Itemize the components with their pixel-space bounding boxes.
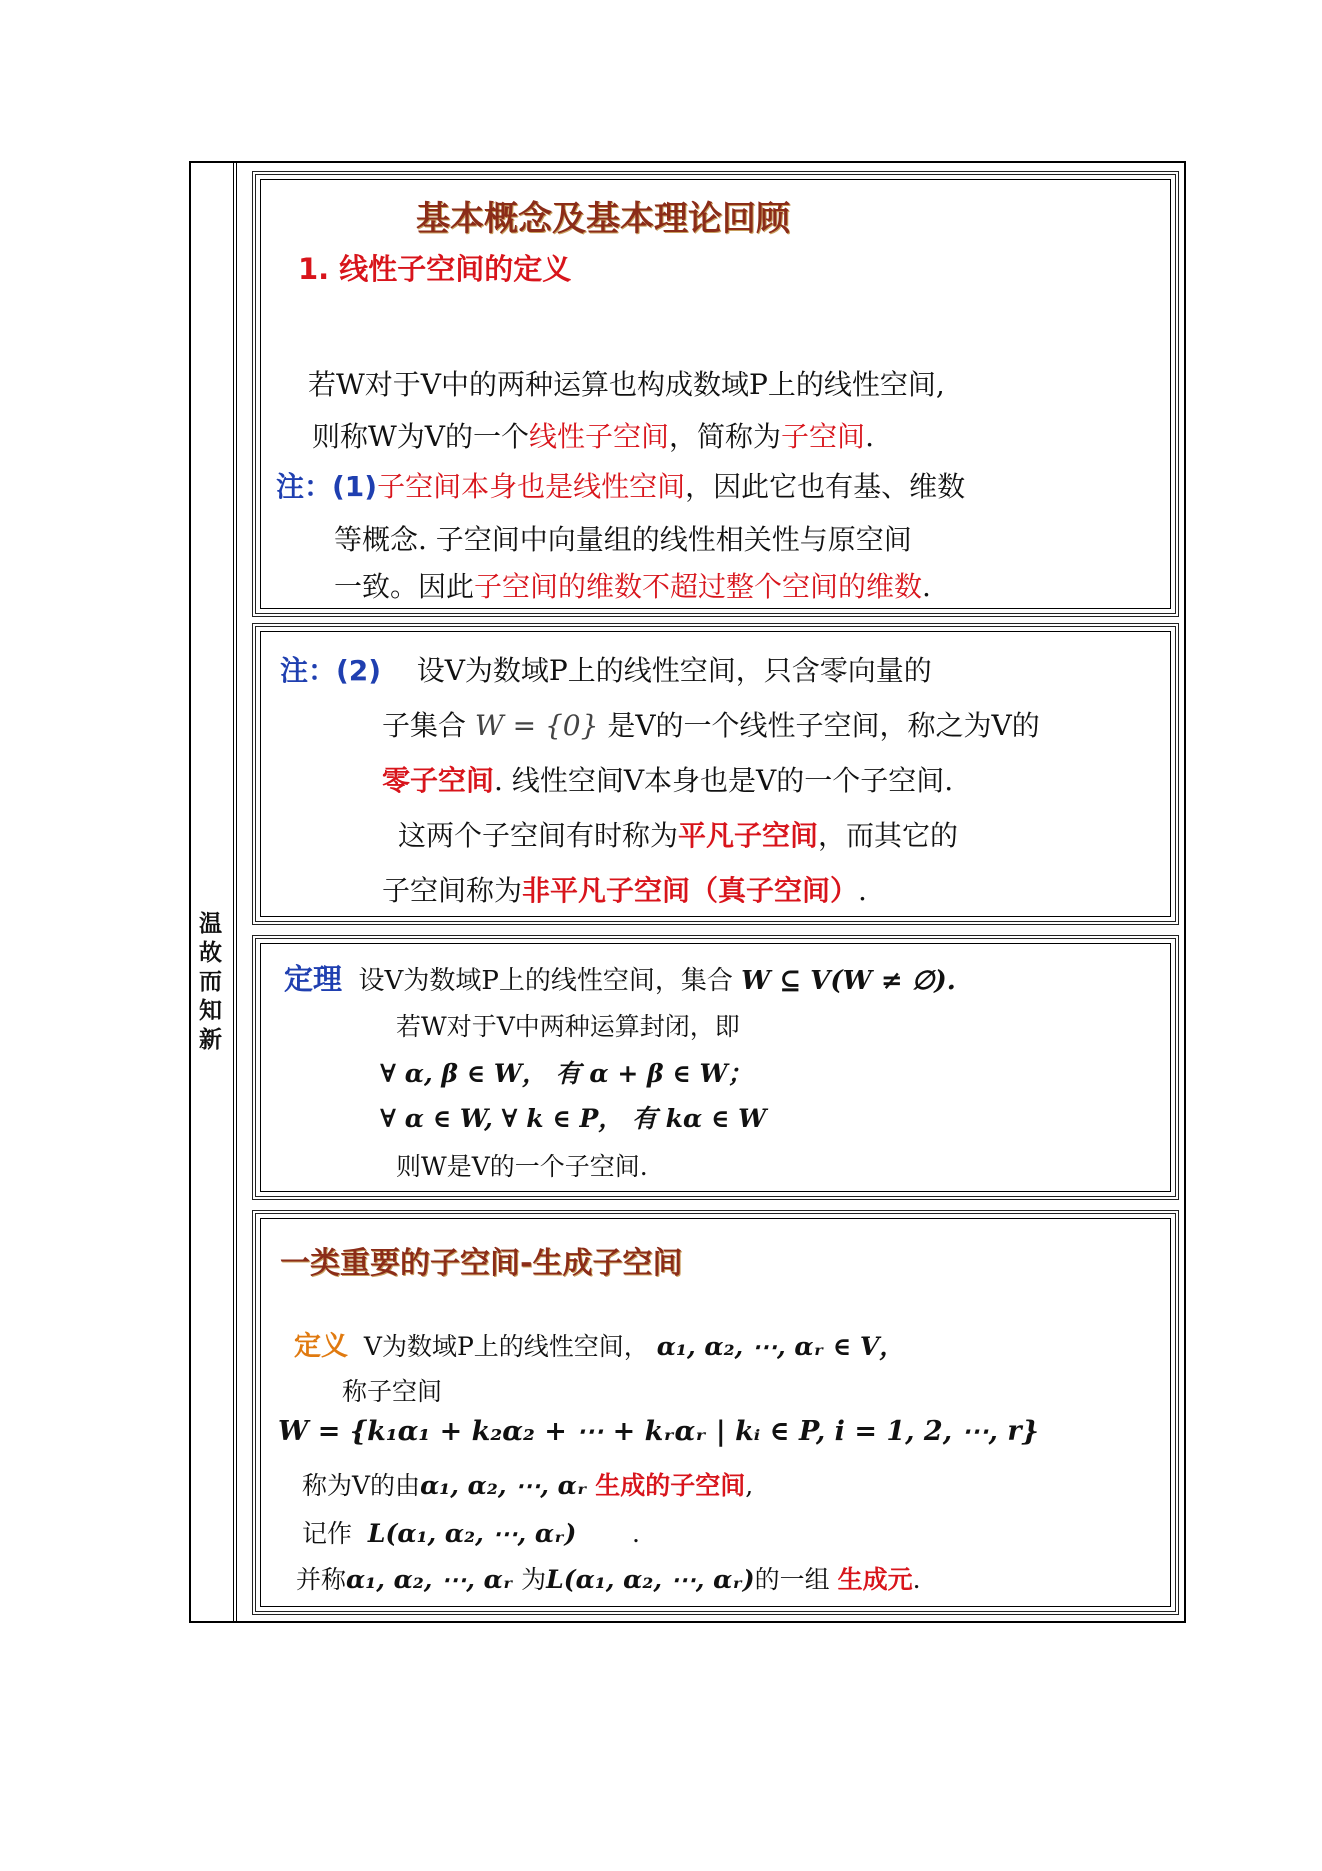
note-2-line-1 bbox=[280, 649, 932, 689]
math-expression: α₁, α₂, ⋯, αᵣ bbox=[420, 1471, 588, 1500]
text-fragment: 则称W为V的一个 bbox=[312, 420, 530, 453]
text-fragment: ，而其它的 bbox=[818, 819, 959, 852]
math-expression: L(α₁, α₂, ⋯, αᵣ) bbox=[367, 1519, 577, 1548]
slide-title: 一类重要的子空间-生成子空间 bbox=[280, 1246, 683, 1281]
text-fragment: 子空间称为 bbox=[382, 874, 523, 907]
definition-line-1 bbox=[294, 1324, 904, 1363]
theorem-conclusion: 则W是V的一个子空间. bbox=[396, 1152, 648, 1181]
highlight-term: 子空间 bbox=[781, 420, 866, 453]
note-2-line-4 bbox=[398, 814, 958, 854]
text-fragment: 子集合 bbox=[382, 709, 467, 742]
text-fragment: . bbox=[912, 1565, 921, 1594]
definition-line-1: 若W对于V中的两种运算也构成数域P上的线性空间, bbox=[308, 368, 945, 401]
highlight-term: 生成的子空间 bbox=[595, 1471, 746, 1500]
highlight-term: 非平凡子空间（真子空间） bbox=[522, 874, 859, 907]
span-set-formula: W = {k₁α₁ + k₂α₂ + ⋯ + kᵣαᵣ | kᵢ ∈ P, i = 1, 2, ⋯, r} bbox=[278, 1416, 1039, 1447]
note-line-2: 等概念. 子空间中向量组的线性相关性与原空间 bbox=[334, 523, 912, 556]
math-expression: L(α₁, α₂, ⋯, αᵣ) bbox=[546, 1565, 755, 1594]
text-fragment: 的一组 bbox=[754, 1565, 830, 1594]
text-fragment: V为数域P上的线性空间， bbox=[363, 1332, 649, 1361]
slide-title: 基本概念及基本理论回顾 bbox=[416, 199, 790, 239]
text-fragment: 一致。因此 bbox=[334, 570, 475, 603]
highlight-term: 子空间本身也是线性空间 bbox=[377, 470, 686, 503]
note-line-1 bbox=[276, 465, 965, 505]
text-fragment: 这两个子空间有时称为 bbox=[398, 819, 679, 852]
math-expression: W ⊆ V(W ≠ ∅). bbox=[741, 966, 956, 996]
theorem-condition-2: ∀ α ∈ W, ∀ k ∈ P， 有 kα ∈ W bbox=[380, 1104, 767, 1133]
theorem-label: 定理 bbox=[284, 962, 343, 996]
note-2-line-3 bbox=[382, 759, 953, 799]
definition-line-5 bbox=[302, 1514, 640, 1550]
note-label: 注：(2) bbox=[280, 654, 382, 687]
definition-line-6 bbox=[296, 1560, 921, 1596]
note-2-line-2 bbox=[382, 704, 1040, 744]
text-fragment: . 线性空间V本身也是V的一个子空间. bbox=[494, 764, 954, 797]
text-fragment: . bbox=[922, 570, 931, 603]
math-expression: α₁, α₂, ⋯, αᵣ bbox=[346, 1565, 514, 1594]
text-fragment: 设V为数域P上的线性空间，只含零向量的 bbox=[416, 654, 932, 687]
theorem-line-1 bbox=[284, 957, 956, 998]
math-expression: α₁, α₂, ⋯, αᵣ ∈ V， bbox=[656, 1332, 905, 1361]
definition-line-2 bbox=[312, 415, 874, 455]
note-label: 注：(1) bbox=[276, 470, 378, 503]
definition-line-2: 称子空间 bbox=[342, 1377, 443, 1406]
theorem-line-2: 若W对于V中两种运算封闭，即 bbox=[396, 1012, 740, 1041]
math-expression: W = {0} bbox=[474, 709, 599, 742]
text-fragment: 并称 bbox=[296, 1565, 347, 1594]
slide-zero-subspace bbox=[252, 623, 1179, 925]
content-table bbox=[189, 161, 1186, 1623]
text-fragment: ，因此它也有基、维数 bbox=[685, 470, 966, 503]
definition-line-4 bbox=[302, 1466, 753, 1502]
highlight-term: 零子空间 bbox=[382, 764, 495, 797]
text-fragment: , bbox=[745, 1471, 754, 1500]
highlight-term: 线性子空间 bbox=[529, 420, 670, 453]
note-2-line-5 bbox=[382, 869, 867, 909]
text-fragment: 设V为数域P上的线性空间，集合 bbox=[358, 966, 733, 996]
sidebar-label: 温故而知新 bbox=[195, 911, 221, 1056]
text-fragment: . bbox=[865, 420, 874, 453]
highlight-term: 平凡子空间 bbox=[678, 819, 819, 852]
text-fragment: . bbox=[858, 874, 867, 907]
text-fragment: 记作 bbox=[302, 1519, 353, 1548]
text-fragment: ，简称为 bbox=[669, 420, 782, 453]
text-fragment: 是V的一个线性子空间，称之为V的 bbox=[607, 709, 1040, 742]
text-fragment: . bbox=[631, 1519, 640, 1548]
theorem-condition-1: ∀ α, β ∈ W， 有 α + β ∈ W； bbox=[380, 1059, 753, 1088]
slide-generated-subspace bbox=[252, 1210, 1179, 1615]
highlight-term: 子空间的维数不超过整个空间的维数 bbox=[474, 570, 923, 603]
text-fragment: 称为V的由 bbox=[302, 1471, 421, 1500]
sidebar-column bbox=[191, 163, 237, 1621]
section-heading: 1. 线性子空间的定义 bbox=[298, 252, 572, 286]
slide-theorem bbox=[252, 935, 1179, 1200]
text-fragment: 为 bbox=[521, 1565, 547, 1594]
definition-label: 定义 bbox=[294, 1331, 348, 1362]
column-divider bbox=[233, 163, 234, 1621]
note-line-3 bbox=[334, 565, 931, 605]
slide-basic-concepts bbox=[252, 171, 1179, 617]
highlight-term: 生成元 bbox=[837, 1565, 913, 1594]
